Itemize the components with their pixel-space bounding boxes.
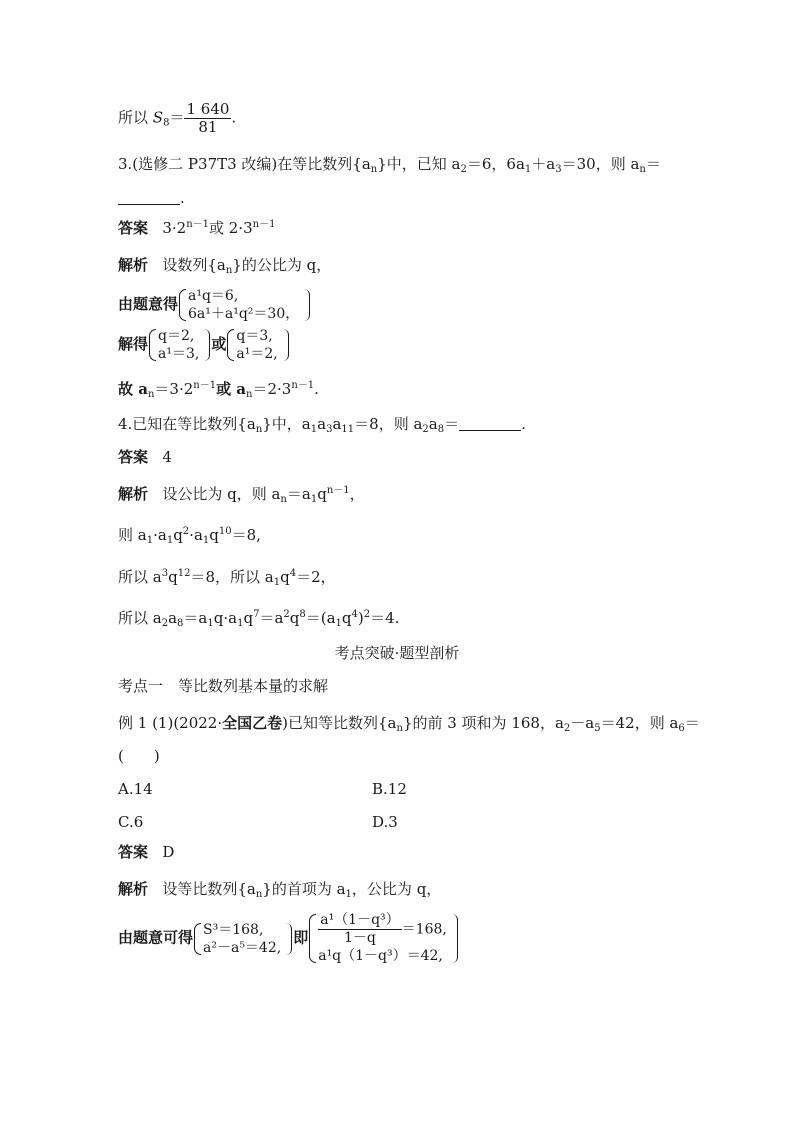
superscript: n－1 xyxy=(186,219,209,230)
superscript: 12 xyxy=(177,568,191,579)
text: q xyxy=(289,609,300,627)
text: ＝a xyxy=(259,609,284,627)
solution-system-1 xyxy=(148,327,211,363)
subscript: n xyxy=(225,265,233,276)
subscript: 1 xyxy=(207,618,214,629)
text: }中，已知 a xyxy=(377,155,461,173)
text: ) xyxy=(357,609,364,627)
subscript: n xyxy=(246,389,253,400)
subscript: n xyxy=(639,164,646,175)
subscript: 2 xyxy=(563,723,571,734)
analysis-label: 解析 xyxy=(118,880,149,898)
s8-result-line xyxy=(118,101,236,136)
text: 4.已知在等比数列{a xyxy=(118,415,256,433)
text: ＝42，则 a xyxy=(600,714,679,732)
equation-system-b xyxy=(308,912,459,965)
subscript: 5 xyxy=(594,723,601,734)
text: ， xyxy=(349,485,365,503)
text: 则 a xyxy=(118,526,147,544)
text: 故 a xyxy=(118,380,148,398)
option-c: C.6 xyxy=(118,813,144,831)
question-3-blank-line xyxy=(118,188,185,208)
text: 所以 a xyxy=(118,609,162,627)
text: ＝ xyxy=(645,155,661,173)
equation-row: a¹＝2, xyxy=(236,346,278,362)
source-label: 全国乙卷 xyxy=(222,714,283,732)
subscript: 8 xyxy=(437,424,445,435)
answer-blank xyxy=(118,190,180,205)
subscript: 2 xyxy=(422,424,429,435)
subscript: 1 xyxy=(146,535,154,546)
text: . xyxy=(180,189,185,207)
question-4-analysis xyxy=(118,484,365,504)
equation-row: q＝3, xyxy=(236,328,273,344)
example-1-paren: ( ) xyxy=(118,747,160,765)
example-1-analysis xyxy=(118,879,441,899)
subscript: 8 xyxy=(177,618,184,629)
text: . xyxy=(314,380,319,398)
analysis-label: 解析 xyxy=(118,485,149,503)
denominator: 81 xyxy=(198,118,218,136)
equation-row xyxy=(318,912,447,947)
text: 4 xyxy=(162,448,172,466)
text: ，公比为 q， xyxy=(351,880,442,898)
text: ＝30，则 a xyxy=(561,155,640,173)
answer-label: 答案 xyxy=(118,219,149,237)
analysis-label: 解析 xyxy=(118,256,149,274)
question-4-answer xyxy=(118,447,172,467)
text: q xyxy=(173,526,183,544)
text: 设数列{a xyxy=(162,256,226,274)
text: )已知等比数列{a xyxy=(282,714,397,732)
text: q xyxy=(341,609,352,627)
text: 由题意可得 xyxy=(118,928,194,947)
subscript: 11 xyxy=(341,424,355,435)
text: ＝ xyxy=(169,108,185,127)
superscript: n－1 xyxy=(291,380,315,391)
text: q xyxy=(209,526,219,544)
example-1-stem xyxy=(118,713,700,733)
text: q xyxy=(243,609,254,627)
text: 解得 xyxy=(118,335,149,353)
solution-system-2 xyxy=(226,327,289,363)
question-4-step-4 xyxy=(118,608,399,628)
question-3-stem xyxy=(118,154,661,174)
text: ＝ xyxy=(444,415,460,433)
question-3-solution-line xyxy=(118,327,290,363)
text: ＝(a xyxy=(305,609,336,627)
text: 由题意得 xyxy=(118,295,179,313)
text: ＝8，所以 a xyxy=(190,568,274,586)
answer-label: 答案 xyxy=(118,843,149,861)
text: 或 a xyxy=(216,380,247,398)
denominator: 1－q xyxy=(344,930,376,946)
text: 所以 xyxy=(118,108,149,127)
question-3-answer xyxy=(118,218,275,238)
subscript: n xyxy=(255,424,263,435)
text: }的公比为 q， xyxy=(232,256,332,274)
subscript: 1 xyxy=(202,535,210,546)
math-var: S xyxy=(152,108,164,127)
superscript: 2 xyxy=(363,609,371,620)
text: ＝8，则 a xyxy=(354,415,423,433)
equation-row: q＝2, xyxy=(158,328,195,344)
equation-row: a²－a⁵＝42, xyxy=(203,939,282,956)
superscript: n－1 xyxy=(252,219,276,230)
subscript: 2 xyxy=(161,618,169,629)
text: q xyxy=(317,485,327,503)
fraction xyxy=(184,101,231,136)
question-4-step-2 xyxy=(118,525,261,545)
question-4-stem xyxy=(118,414,526,434)
subscript: 3 xyxy=(555,164,562,175)
topic-heading: 考点一 等比数列基本量的求解 xyxy=(118,677,329,695)
fraction xyxy=(318,912,401,947)
text: 3·2 xyxy=(162,219,187,237)
text: ·a xyxy=(189,526,203,544)
superscript: 7 xyxy=(253,609,260,620)
answer-blank xyxy=(459,416,521,431)
subscript: 1 xyxy=(273,577,281,588)
superscript: 10 xyxy=(218,526,232,537)
superscript: 2 xyxy=(182,526,190,537)
option-b: B.12 xyxy=(372,780,407,798)
equation-row: 6a¹＋a¹q²＝30， xyxy=(188,306,300,322)
numerator: a¹（1－q³） xyxy=(320,912,400,928)
example-1-answer xyxy=(118,842,174,862)
subscript: 1 xyxy=(166,535,174,546)
answer-label: 答案 xyxy=(118,448,149,466)
text: ＝8, xyxy=(231,526,261,544)
text: ·a xyxy=(153,526,167,544)
superscript: 4 xyxy=(351,609,358,620)
text: ＝a xyxy=(183,609,208,627)
subscript: 1 xyxy=(237,618,244,629)
text: －a xyxy=(570,714,595,732)
text: . xyxy=(521,415,526,433)
example-1-system-line xyxy=(118,912,459,965)
text: 所以 a xyxy=(118,568,162,586)
text: 设公比为 q，则 a xyxy=(162,485,281,503)
text: ＝a xyxy=(286,485,311,503)
subscript: n xyxy=(147,389,155,400)
text: ＝3·2 xyxy=(154,380,194,398)
option-a: A.14 xyxy=(118,780,153,798)
text: }中，a xyxy=(262,415,311,433)
equation-row: a¹＝3, xyxy=(158,346,200,362)
superscript: n－1 xyxy=(326,485,350,496)
question-3-analysis xyxy=(118,255,331,275)
subscript: 2 xyxy=(460,164,467,175)
subscript: 1 xyxy=(345,889,352,900)
superscript: 8 xyxy=(299,609,306,620)
subscript: 1 xyxy=(310,494,318,505)
text: a xyxy=(168,609,178,627)
superscript: 4 xyxy=(289,568,297,579)
subscript: 8 xyxy=(163,117,170,129)
text: a xyxy=(332,415,342,433)
subscript: 1 xyxy=(310,424,318,435)
equation-system-a xyxy=(193,921,293,957)
section-heading: 考点突破·题型剖析 xyxy=(334,644,460,662)
text: q xyxy=(280,568,290,586)
text: 例 1 (1)(2022· xyxy=(118,714,223,732)
superscript: 2 xyxy=(283,609,290,620)
equation-row: S³＝168, xyxy=(203,921,264,938)
text: ＝4. xyxy=(370,609,400,627)
text: }的首项为 a xyxy=(262,880,346,898)
subscript: 1 xyxy=(524,164,532,175)
superscript: 3 xyxy=(161,568,169,579)
subscript: n xyxy=(396,723,403,734)
question-3-system-line xyxy=(118,287,311,323)
question-4-step-3 xyxy=(118,567,336,587)
superscript: n－1 xyxy=(193,380,217,391)
text: ＝168, xyxy=(401,921,447,938)
text: ＋a xyxy=(531,155,556,173)
subscript: 1 xyxy=(335,618,342,629)
subscript: n xyxy=(280,494,287,505)
text: q·a xyxy=(213,609,238,627)
equation-row: a¹q（1－q³）＝42, xyxy=(318,948,443,964)
text: a xyxy=(317,415,327,433)
text: . xyxy=(231,108,237,127)
subscript: 6 xyxy=(678,723,685,734)
text: ＝2·3 xyxy=(252,380,292,398)
text: q xyxy=(168,568,178,586)
equation-system xyxy=(178,287,311,323)
option-d: D.3 xyxy=(372,813,398,831)
text: 即 xyxy=(293,928,309,947)
subscript: n xyxy=(255,889,263,900)
text: ＝6，6a xyxy=(466,155,525,173)
question-3-conclusion xyxy=(118,379,319,399)
text: a xyxy=(428,415,438,433)
text: 设等比数列{a xyxy=(162,880,256,898)
text: ＝2， xyxy=(296,568,336,586)
text: 或 xyxy=(211,335,227,353)
numerator: 1 640 xyxy=(186,100,230,118)
subscript: n xyxy=(370,164,378,175)
text: ＝ xyxy=(684,714,700,732)
text: D xyxy=(162,843,175,861)
text: }的前 3 项和为 168，a xyxy=(402,714,564,732)
text: 或 2·3 xyxy=(209,219,253,237)
subscript: 3 xyxy=(326,424,333,435)
text: 3.(选修二 P37T3 改编)在等比数列{a xyxy=(118,155,371,173)
equation-row: a¹q＝6, xyxy=(188,288,239,304)
